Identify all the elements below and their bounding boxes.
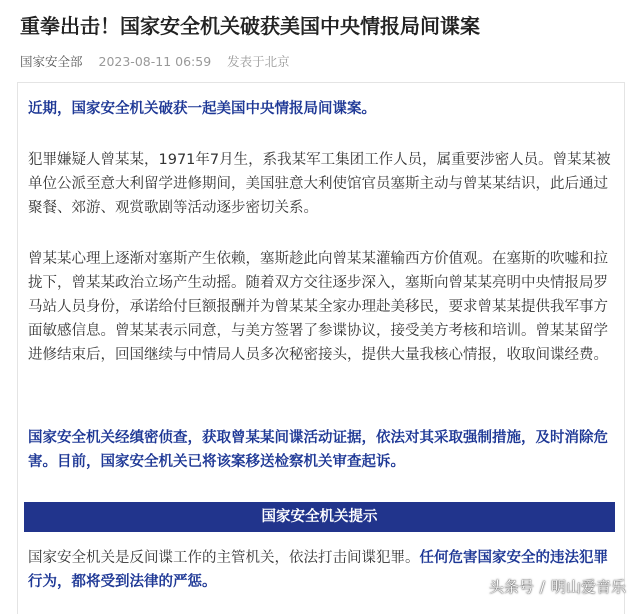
article-location: 发表于北京 bbox=[227, 54, 290, 69]
lead-paragraph: 近期，国家安全机关破获一起美国中央情报局间谍案。 bbox=[28, 101, 376, 117]
notice-banner: 国家安全机关提示 bbox=[24, 502, 615, 532]
paragraph-2: 曾某某心理上逐渐对塞斯产生依赖，塞斯趁此向曾某某灌输西方价值观。在塞斯的吹嘘和拉拢下，曾某某政治立场产生动摇。随着双方交往逐步深入，塞斯向曾某某亮明中央情报局罗马站人员身份，承诺给付巨额报酬并为曾某某全家办理赴美移民，要求曾某某提供我军事方面敏感信息。曾某某表示同意，与美方签署了参谍协议，接受美方考核和培训。曾某某留学进修结束后，回国继续与中情局人员多次秘密接头，提供大量我核心情报，收取间谍经费。 bbox=[28, 251, 608, 363]
watermark-separator: / bbox=[539, 578, 545, 596]
paragraph-3: 国家安全机关经缜密侦查，获取曾某某间谍活动证据，依法对其采取强制措施，及时消除危害。目前，国家安全机关已将该案移送检察机关审查起诉。 bbox=[28, 430, 608, 470]
watermark-author: 明山爱音乐 bbox=[550, 578, 626, 596]
article-time: 2023-08-11 06:59 bbox=[98, 54, 212, 69]
watermark bbox=[489, 576, 626, 597]
paragraph-1: 犯罪嫌疑人曾某某，1971年7月生，系我某军工集团工作人员，属重要涉密人员。曾某某被单位公派至意大利留学进修期间，美国驻意大利使馆官员塞斯主动与曾某某结识，此后通过聚餐、郊游、观赏歌剧等活动逐步密切关系。 bbox=[28, 152, 611, 216]
paragraph-4-highlight: 任何危害国家安全的违法犯罪行为，都将受到法律的严惩。 bbox=[28, 550, 608, 590]
article-meta bbox=[20, 52, 290, 70]
article-source[interactable]: 国家安全部 bbox=[20, 54, 83, 69]
watermark-platform: 头条号 bbox=[488, 578, 534, 596]
article-title: 重拳出击！国家安全机关破获美国中央情报局间谍案 bbox=[20, 14, 480, 38]
paragraph-4-normal: 国家安全机关是反间谍工作的主管机关，依法打击间谍犯罪。 bbox=[28, 550, 420, 566]
